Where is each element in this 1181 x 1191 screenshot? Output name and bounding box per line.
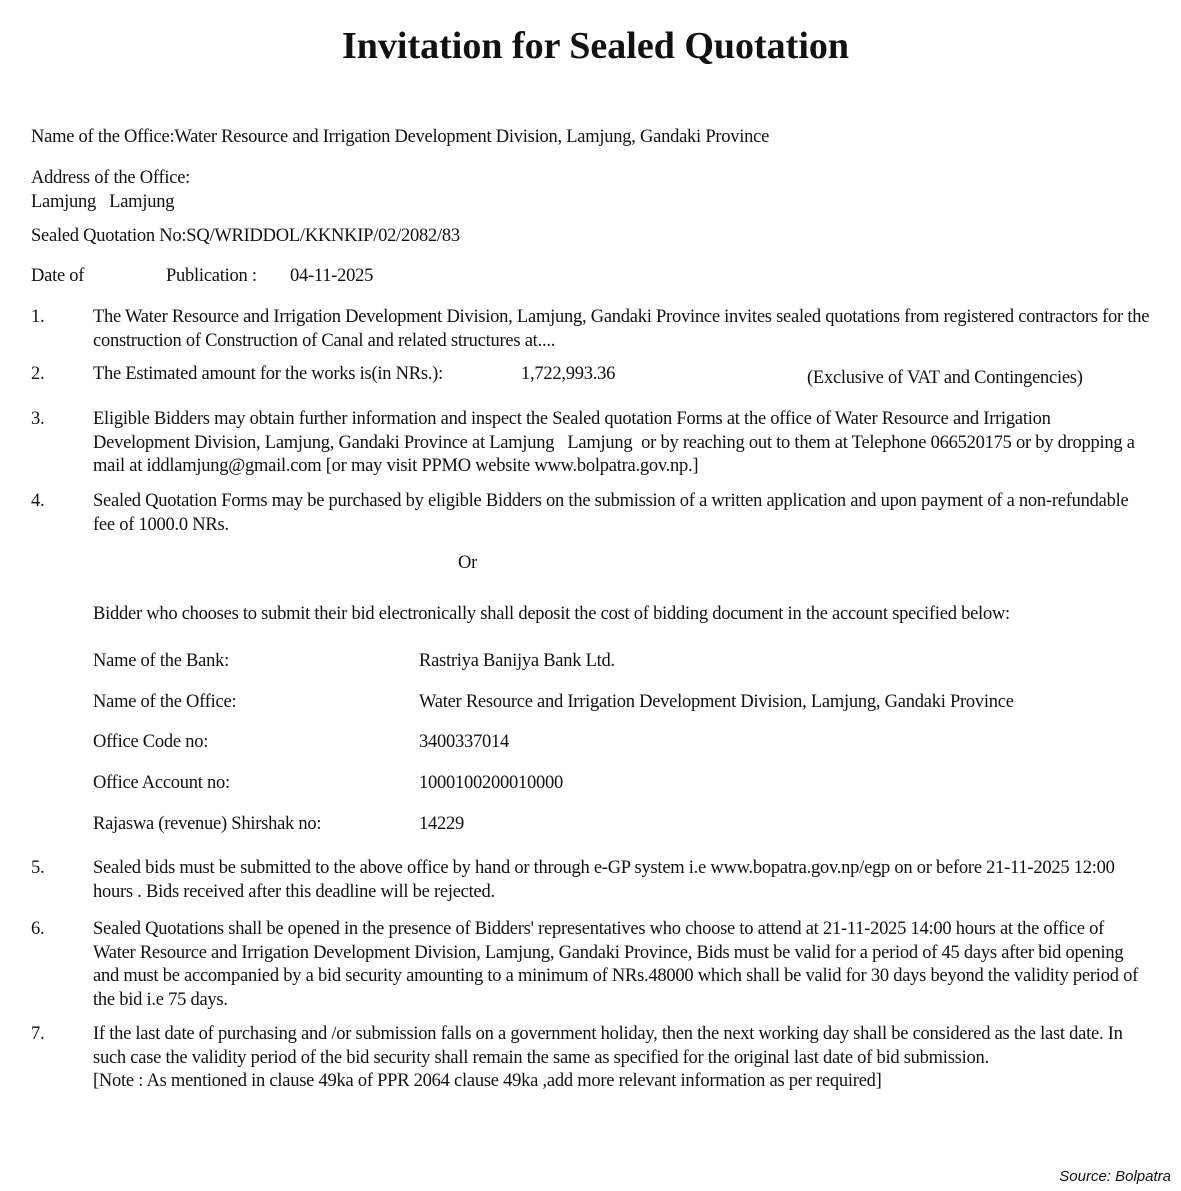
clause-5 bbox=[31, 857, 1151, 904]
bank-label: Office Account no: bbox=[93, 773, 230, 793]
bank-row bbox=[93, 649, 615, 673]
clause-number: 3. bbox=[31, 409, 45, 429]
source-credit: Source: Bolpatra bbox=[1059, 1168, 1171, 1185]
clause-number: 7. bbox=[31, 1024, 45, 1044]
bank-label: Name of the Bank: bbox=[93, 651, 229, 671]
bank-value: Rastriya Banijya Bank Ltd. bbox=[419, 651, 615, 671]
clause-2 bbox=[31, 363, 1151, 387]
clause-text: Sealed Quotation Forms may be purchased by eligible Bidders on the submission of a written application and upon payment of a non-refundable fee of 1000.0 NRs. bbox=[93, 491, 1129, 535]
publication-date: 04-11-2025 bbox=[290, 266, 374, 286]
clause-note: [Note : As mentioned in clause 49ka of PPR 2064 clause 49ka ,add more relevant information as per required] bbox=[93, 1071, 882, 1091]
address-label: Address of the Office: bbox=[31, 168, 191, 188]
clause-text: Eligible Bidders may obtain further information and inspect the Sealed quotation Forms at the office of Water Resource and Irrigation Development Division, Lamjung, Gandaki Province at Lamjung Lamjung or by reaching out to them at Telephone 066520175 or by dropping a mail at iddlamjung@gmail.com [or may visit PPMO website www.bolpatra.gov.np.] bbox=[93, 409, 1140, 476]
bank-label: Rajaswa (revenue) Shirshak no: bbox=[93, 814, 322, 834]
bank-value: 14229 bbox=[419, 814, 464, 834]
date-label-publication: Publication : bbox=[166, 266, 257, 286]
clause-number: 6. bbox=[31, 919, 45, 939]
bank-row bbox=[93, 771, 563, 795]
bank-value: 1000100200010000 bbox=[419, 773, 563, 793]
clause-6 bbox=[31, 918, 1151, 1012]
bank-label: Name of the Office: bbox=[93, 692, 237, 712]
clause-4 bbox=[31, 490, 1151, 537]
clause-7 bbox=[31, 1023, 1151, 1094]
page-title: Invitation for Sealed Quotation bbox=[341, 25, 850, 67]
bank-row bbox=[93, 690, 1014, 714]
bank-row bbox=[93, 812, 464, 836]
estimated-amount: 1,722,993.36 bbox=[521, 364, 616, 384]
clause-text: The Water Resource and Irrigation Development Division, Lamjung, Gandaki Province invites sealed quotations from registered contractors for the construction of Construction of Canal and related structures at.... bbox=[93, 307, 1150, 351]
quotation-number: Sealed Quotation No:SQ/WRIDDOL/KKNKIP/02/2082/83 bbox=[31, 226, 460, 246]
bank-row bbox=[93, 730, 509, 754]
amount-note: (Exclusive of VAT and Contingencies) bbox=[807, 368, 1083, 388]
clause-text: Sealed Quotations shall be opened in the presence of Bidders' representatives who choose to attend at 21-11-2025 14:00 hours at the office of Water Resource and Irrigation Development Division, Lamjung, Gandaki Province, Bids must be valid for a period of 45 days after bid opening and must be accompanied by a bid security amounting to a minimum of NRs.48000 which shall be valid for 30 days beyond the validity period of the bid i.e 75 days. bbox=[93, 919, 1143, 1010]
date-label: Date of bbox=[31, 266, 85, 286]
clause-number: 4. bbox=[31, 491, 45, 511]
clause-text: If the last date of purchasing and /or submission falls on a government holiday, then the next working day shall be considered as the last date. In such case the validity period of the bid security shall remain the same as specified for the original last date of bid submission. bbox=[93, 1024, 1123, 1068]
bank-value: 3400337014 bbox=[419, 732, 509, 752]
clause-number: 5. bbox=[31, 858, 45, 878]
clause-text: The Estimated amount for the works is(in NRs.): bbox=[93, 364, 443, 384]
clause-text: Sealed bids must be submitted to the above office by hand or through e-GP system i.e www.bopatra.gov.np/egp on or before 21-11-2025 12:00 hours . Bids received after this deadline will be rejected. bbox=[93, 858, 1115, 902]
electronic-submission-text: Bidder who chooses to submit their bid electronically shall deposit the cost of bidding document in the account specified below: bbox=[93, 604, 1010, 624]
bank-label: Office Code no: bbox=[93, 732, 209, 752]
clause-1 bbox=[31, 306, 1151, 353]
clause-number: 1. bbox=[31, 307, 45, 327]
or-text: Or bbox=[458, 553, 478, 573]
clause-number: 2. bbox=[31, 364, 45, 384]
office-name: Name of the Office:Water Resource and Irrigation Development Division, Lamjung, Gandaki Province bbox=[31, 127, 770, 147]
address-value: Lamjung Lamjung bbox=[31, 192, 175, 212]
clause-3 bbox=[31, 408, 1151, 479]
bank-value: Water Resource and Irrigation Development Division, Lamjung, Gandaki Province bbox=[419, 692, 1014, 712]
